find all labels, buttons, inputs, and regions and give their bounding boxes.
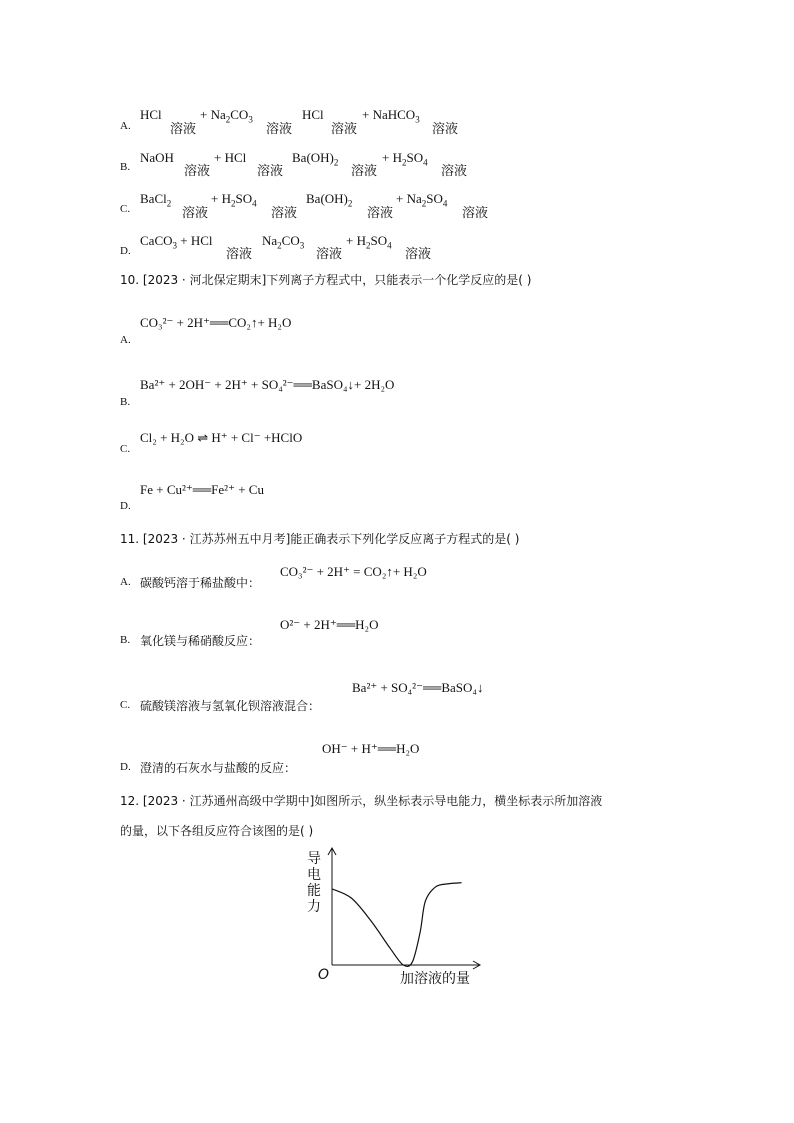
option-label: A. [120,334,131,346]
y-axis-label-char: 能 [307,883,321,899]
solution-word: 溶液 [266,122,293,137]
chart-labels [307,851,470,987]
formula: $Ba(OH)_2$ [292,150,339,168]
equation: Cl₂ + H₂O ⇌ H⁺ + Cl⁻ +HClO [140,430,303,445]
solution-word: 溶液 [405,247,432,262]
option-label: D. [120,761,131,773]
solution-word: 溶液 [226,247,253,262]
solution-word: 溶液 [331,122,358,137]
formula: + $Na_2SO_4$ [396,191,448,209]
formula: + $H_2SO_4$ [211,191,257,209]
option-label: A. [120,120,131,132]
formula: + $H_2SO_4$ [382,150,428,168]
formula: CaCO$_3$ + HCl [140,233,213,251]
chart-axes [328,848,480,969]
formula: $Ba(OH)_2$ [306,191,353,209]
equation: CO₃²⁻ + 2H⁺══CO₂↑+ H₂O [140,315,292,330]
equation: CO₃²⁻ + 2H⁺ = CO₂↑+ H₂O [280,564,427,579]
option-label: C. [120,443,131,455]
question-stem-line2: 的量，以下各组反应符合该图的是( ) [120,824,314,838]
option-label: B. [120,396,131,408]
formula: + HCl [214,150,247,165]
question-stem: 10. [2023 · 河北保定期末]下列离子方程式中，只能表示一个化学反应的是( ) [120,273,532,287]
option-label: B. [120,161,131,173]
solution-word: 溶液 [257,164,284,179]
solution-word: 溶液 [441,164,468,179]
equation: O²⁻ + 2H⁺══H₂O [280,617,379,632]
option-text: 硫酸镁溶液与氢氧化钡溶液混合： [140,699,321,713]
formula: NaOH [140,150,174,165]
y-axis-label-char: 电 [307,867,321,883]
conductivity-curve [332,883,462,967]
origin-label: O [318,967,330,983]
conductivity-chart [300,845,490,990]
formula: + $Na_2CO_3$ [200,107,253,125]
formula: $Na_2CO_3$ [262,233,305,251]
equation: Ba²⁺ + 2OH⁻ + 2H⁺ + SO₄²⁻══BaSO₄↓+ 2H₂O [140,377,395,392]
question-stem: 11. [2023 · 江苏苏州五中月考]能正确表示下列化学反应离子方程式的是( ) [120,532,520,546]
option-label: C. [120,203,131,215]
solution-word: 溶液 [271,206,298,221]
solution-word: 溶液 [182,206,209,221]
option-label: C. [120,699,131,711]
question-stem-line1: 12. [2023 · 江苏通州高级中学期中]如图所示，纵坐标表示导电能力，横坐标表示所加溶液 [120,794,603,808]
y-axis-label-char: 力 [307,899,321,915]
equation: Ba²⁺ + SO₄²⁻══BaSO₄↓ [352,680,484,695]
solution-word: 溶液 [462,206,489,221]
formula: + NaHCO$_3$ [362,107,420,125]
solution-word: 溶液 [351,164,378,179]
x-axis-label: 加溶液的量 [400,971,470,987]
option-text: 氧化镁与稀硝酸反应： [140,634,261,648]
solution-word: 溶液 [170,122,197,137]
option-label: B. [120,634,131,646]
solution-word: 溶液 [184,164,211,179]
chart-series [332,883,462,967]
equation: Fe + Cu²⁺══Fe²⁺ + Cu [140,482,264,497]
y-axis-label-char: 导 [307,851,321,867]
option-label: D. [120,500,131,512]
solution-word: 溶液 [432,122,459,137]
formula: HCl [302,107,324,122]
equation: OH⁻ + H⁺══H₂O [322,741,420,756]
option-label: D. [120,245,131,257]
solution-word: 溶液 [367,206,394,221]
solution-word: 溶液 [316,247,343,262]
formula: + $H_2SO_4$ [346,233,392,251]
option-text: 碳酸钙溶于稀盐酸中： [140,576,261,590]
formula: BaCl$_2$ [140,191,172,209]
formula: HCl [140,107,162,122]
option-label: A. [120,576,131,588]
option-text: 澄清的石灰水与盐酸的反应： [140,761,297,775]
